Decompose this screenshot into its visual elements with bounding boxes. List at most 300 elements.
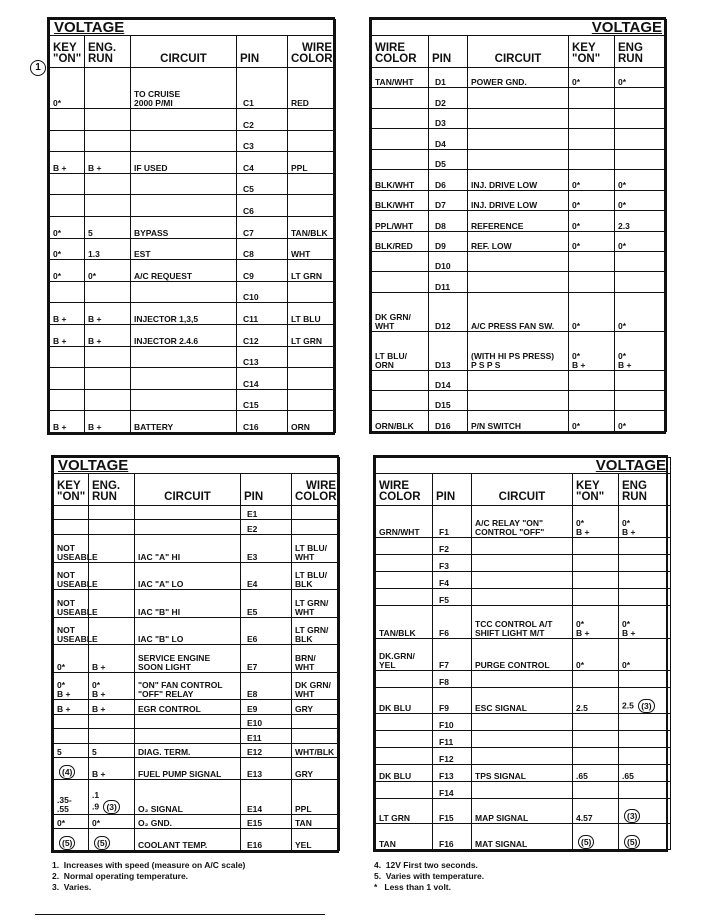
voltage-header-row [50,20,336,36]
table-row [372,390,667,410]
table-row [54,672,340,700]
cell-wire [372,251,429,271]
cell-wire [288,130,336,152]
table-row [50,389,336,411]
cell-key: NOT USEABLE [54,562,89,590]
cell-key [573,555,619,572]
cell-circuit: REF. LOW [468,231,569,251]
header-eng: ENG RUN [619,474,671,506]
cell-circuit: COOLANT TEMP. [135,829,241,851]
footnote: 5. Varies with temperature. [374,871,485,881]
table-row [50,281,336,303]
cell-pin: E15 [241,814,292,828]
cell-eng: 0* B + [619,506,671,538]
table-row [54,743,340,757]
cell-eng [619,798,671,824]
cell-pin: D4 [429,129,468,149]
cell-key: 5 [54,743,89,757]
header-circuit: CIRCUIT [468,36,569,68]
cell-eng: B + [85,411,131,433]
cell-key [569,149,615,169]
cell-wire: LT GRN [288,260,336,282]
cell-pin: D6 [429,170,468,190]
cell-wire [376,538,433,555]
cell-circuit [135,729,241,743]
cell-key: 0* B + [573,606,619,638]
cell-circuit: IAC "A" HI [135,534,241,562]
table-row [50,195,336,217]
table-row [376,798,671,824]
cell-wire [292,506,340,520]
cell-pin: C14 [237,368,288,390]
cell-eng [85,368,131,390]
cell-key [569,88,615,108]
cell-key: 0* [569,68,615,88]
cell-eng [619,781,671,798]
cell-circuit [468,129,569,149]
cell-circuit: POWER GND. [468,68,569,88]
cell-circuit [135,520,241,534]
table-row [372,211,667,231]
cell-circuit: INJ. DRIVE LOW [468,190,569,210]
cell-wire [376,730,433,747]
footnote: * Less than 1 volt. [374,882,451,892]
cell-circuit: P/N SWITCH [468,411,569,432]
header-eng: ENG RUN [615,36,667,68]
cell-key: NOT USEABLE [54,617,89,645]
cell-key [573,538,619,555]
cell-circuit: INJECTOR 2.4.6 [131,324,237,346]
table-row [50,260,336,282]
cell-wire: BRN/ WHT [292,645,340,673]
voltage-heading: VOLTAGE [54,458,340,474]
cell-pin: D15 [429,390,468,410]
table-row [50,411,336,433]
cell-pin: F8 [433,671,472,688]
table-row [372,411,667,432]
cell-eng: 0* [615,68,667,88]
table-row [376,747,671,764]
cell-wire: BLK/WHT [372,190,429,210]
table-row [50,109,336,131]
pinout-table [371,19,667,432]
cell-eng: 0* [85,260,131,282]
footnote: 2. Normal operating temperature. [52,871,189,881]
cell-key: B + [50,411,85,433]
cell-eng: B + [89,758,135,780]
header-circuit: CIRCUIT [472,474,573,506]
cell-pin: C10 [237,281,288,303]
cell-circuit [131,109,237,131]
cell-key [50,195,85,217]
cell-wire [288,173,336,195]
cell-pin: E7 [241,645,292,673]
cell-pin: C12 [237,324,288,346]
table-row [54,562,340,590]
cell-key [569,108,615,128]
cell-pin: C13 [237,346,288,368]
cell-key: .35- .55 [54,779,89,814]
table-row [50,346,336,368]
table-row [376,506,671,538]
table-row [54,829,340,851]
cell-circuit [135,506,241,520]
cell-eng [615,251,667,271]
cell-key [569,370,615,390]
cell-key: 0* [573,638,619,670]
cell-key: 0* [50,68,85,109]
cell-pin: E8 [241,672,292,700]
table-row [50,217,336,239]
cell-wire: TAN/BLK [376,606,433,638]
cell-wire [372,272,429,292]
cell-key [573,671,619,688]
header-key: KEY "ON" [54,474,89,506]
cell-key [54,506,89,520]
cell-circuit [472,671,573,688]
footnotes-right [374,860,484,893]
cell-eng [619,589,671,606]
footnote: 4. 12V First two seconds. [374,860,478,870]
cell-pin: D2 [429,88,468,108]
cell-circuit: EGR CONTROL [135,700,241,714]
table-row [376,606,671,638]
cell-key: 2.5 [573,688,619,714]
cell-pin: F3 [433,555,472,572]
cell-wire: TAN [376,824,433,850]
cell-key [573,572,619,589]
cell-eng [615,390,667,410]
cell-wire [372,129,429,149]
cell-wire [288,195,336,217]
cell-key [569,129,615,149]
table-row [376,538,671,555]
cell-circuit [468,272,569,292]
voltage-heading-cell [376,458,671,474]
cell-circuit: O₂ GND. [135,814,241,828]
cell-circuit: IAC "B" LO [135,617,241,645]
table-row [372,129,667,149]
cell-wire: LT GRN [288,324,336,346]
column-header-row [376,474,671,506]
header-key: KEY "ON" [50,36,85,68]
cell-circuit [472,713,573,730]
cell-pin: D1 [429,68,468,88]
cell-eng: 5 [85,217,131,239]
cell-wire: LT BLU/ ORN [372,331,429,370]
cell-pin: E1 [241,506,292,520]
cell-key: 0* B + [54,672,89,700]
cell-pin: C11 [237,303,288,325]
table-row [54,714,340,728]
table-row [376,764,671,781]
cell-circuit: "ON" FAN CONTROL "OFF" RELAY [135,672,241,700]
cell-wire [376,555,433,572]
cell-eng [89,729,135,743]
circled-note-ref-icon: (3) [624,809,640,823]
cell-eng [619,555,671,572]
cell-wire [288,281,336,303]
cell-pin: D10 [429,251,468,271]
voltage-header-row [376,458,671,474]
cell-pin: E5 [241,590,292,618]
cell-eng [619,538,671,555]
cell-circuit: BYPASS [131,217,237,239]
cell-wire: GRN/WHT [376,506,433,538]
cell-eng [89,520,135,534]
cell-circuit [472,730,573,747]
cell-wire [292,520,340,534]
header-circuit: CIRCUIT [131,36,237,68]
cell-circuit: MAP SIGNAL [472,798,573,824]
cell-circuit [468,108,569,128]
cell-wire: RED [288,68,336,109]
cell-circuit: REFERENCE [468,211,569,231]
table-row [372,370,667,390]
cell-key [573,824,619,850]
header-eng: ENG. RUN [85,36,131,68]
header-pin: PIN [429,36,468,68]
cell-wire: TAN/WHT [372,68,429,88]
cell-key: 0* B + [573,506,619,538]
cell-pin: E10 [241,714,292,728]
cell-eng [85,68,131,109]
cell-key: .65 [573,764,619,781]
table-row [376,781,671,798]
table-row [50,368,336,390]
cell-eng: 0* [615,292,667,331]
voltage-header-row [372,20,667,36]
cell-key: B + [54,700,89,714]
table-row [54,590,340,618]
cell-wire [376,713,433,730]
cell-key: 0* [54,645,89,673]
cell-eng: 0* B + [619,606,671,638]
cell-circuit [131,173,237,195]
cell-key [573,730,619,747]
cell-circuit: BATTERY [131,411,237,433]
cell-eng: B + [85,324,131,346]
cell-circuit [468,370,569,390]
cell-eng [615,272,667,292]
cell-pin: C8 [237,238,288,260]
cell-key [54,714,89,728]
cell-eng [615,88,667,108]
cell-pin: F14 [433,781,472,798]
cell-eng: 5 [89,743,135,757]
circled-note-ref-icon: (5) [578,835,594,849]
cell-pin: F11 [433,730,472,747]
cell-pin: E14 [241,779,292,814]
cell-wire [372,370,429,390]
column-header-row [50,36,336,68]
cell-pin: E9 [241,700,292,714]
header-wire: WIRE COLOR [292,474,340,506]
cell-pin: E16 [241,829,292,851]
cell-key: 0* [569,292,615,331]
table-row [54,617,340,645]
cell-key [573,747,619,764]
cell-circuit [468,251,569,271]
header-wire: WIRE COLOR [372,36,429,68]
footnotes-left [52,860,245,893]
cell-wire: DK BLU [376,688,433,714]
cell-circuit: A/C REQUEST [131,260,237,282]
table-row [372,292,667,331]
cell-pin: C9 [237,260,288,282]
cell-pin: F5 [433,589,472,606]
header-wire: WIRE COLOR [288,36,336,68]
table-row [372,251,667,271]
cell-pin: C5 [237,173,288,195]
connector-c-table [47,17,335,435]
cell-key [50,389,85,411]
cell-wire [372,108,429,128]
cell-wire: PPL [292,779,340,814]
cell-key: B + [50,324,85,346]
cell-eng [85,195,131,217]
cell-key [50,368,85,390]
voltage-header-row [54,458,340,474]
cell-eng [619,713,671,730]
voltage-heading: VOLTAGE [50,20,336,36]
pinout-table [375,457,671,850]
cell-pin: F1 [433,506,472,538]
cell-key [573,589,619,606]
cell-pin: E13 [241,758,292,780]
cell-key [573,713,619,730]
cell-wire: BLK/WHT [372,170,429,190]
cell-eng [615,108,667,128]
cell-wire: DK GRN/ WHT [372,292,429,331]
cell-circuit [468,390,569,410]
cell-pin: C7 [237,217,288,239]
cell-eng: 0* [615,170,667,190]
cell-circuit: SERVICE ENGINE SOON LIGHT [135,645,241,673]
voltage-heading-cell [372,20,667,36]
cell-key: 0* [569,190,615,210]
cell-eng [619,730,671,747]
cell-key: 0* [50,238,85,260]
cell-eng [89,506,135,520]
cell-eng: 0* [615,231,667,251]
cell-wire [372,149,429,169]
cell-pin: F7 [433,638,472,670]
cell-eng: 2.5 (3) [619,688,671,714]
cell-circuit: TCC CONTROL A/T SHIFT LIGHT M/T [472,606,573,638]
connector-e-table [51,455,339,853]
cell-pin: F2 [433,538,472,555]
cell-circuit [472,781,573,798]
cell-circuit [131,368,237,390]
cell-key [50,173,85,195]
cell-pin: F13 [433,764,472,781]
connector-d-table [369,17,666,434]
cell-wire: GRY [292,700,340,714]
cell-circuit: INJ. DRIVE LOW [468,170,569,190]
cell-key: 0* [50,260,85,282]
cell-key: 0* [569,170,615,190]
cell-pin: F12 [433,747,472,764]
cell-eng [85,130,131,152]
cell-circuit [472,572,573,589]
header-eng: ENG. RUN [89,474,135,506]
cell-circuit: EST [131,238,237,260]
cell-circuit [131,346,237,368]
cell-eng: 1.3 [85,238,131,260]
cell-pin: E6 [241,617,292,645]
cell-circuit [131,130,237,152]
cell-pin: F4 [433,572,472,589]
circled-note-ref-icon: (4) [59,765,75,779]
cell-key [50,346,85,368]
cell-pin: E4 [241,562,292,590]
table-row [54,779,340,814]
cell-eng: 0* B + [615,331,667,370]
cell-key [54,520,89,534]
header-pin: PIN [433,474,472,506]
table-row [372,88,667,108]
cell-key: 0* [54,814,89,828]
cell-key: NOT USEABLE [54,534,89,562]
cell-pin: C16 [237,411,288,433]
cell-pin: D13 [429,331,468,370]
table-row [50,152,336,174]
cell-wire: DK GRN/ WHT [292,672,340,700]
cell-eng [619,572,671,589]
table-row [376,824,671,850]
cell-wire [376,671,433,688]
cell-key: 4.57 [573,798,619,824]
cell-eng [619,824,671,850]
table-row [372,108,667,128]
cell-pin: C1 [237,68,288,109]
cell-wire: GRY [292,758,340,780]
cell-circuit [131,195,237,217]
cell-wire: TAN/BLK [288,217,336,239]
circled-note-ref-icon: (5) [59,836,75,850]
column-header-row [372,36,667,68]
cell-pin: C4 [237,152,288,174]
table-row [50,303,336,325]
cell-key [50,109,85,131]
circled-note-ref-icon: (5) [624,835,640,849]
cell-eng [619,671,671,688]
cell-wire: LT GRN/ BLK [292,617,340,645]
table-row [372,272,667,292]
table-row [376,713,671,730]
cell-wire: WHT [288,238,336,260]
table-row [50,173,336,195]
cell-wire: DK.GRN/ YEL [376,638,433,670]
cell-eng [615,129,667,149]
cell-eng: 0* [615,411,667,432]
table-row [372,149,667,169]
table-row [376,688,671,714]
cell-key: NOT USEABLE [54,590,89,618]
cell-pin: D5 [429,149,468,169]
table-row [54,729,340,743]
cell-circuit [468,88,569,108]
cell-eng [85,281,131,303]
cell-eng [85,346,131,368]
cell-pin: C3 [237,130,288,152]
cell-eng [619,747,671,764]
cell-wire: YEL [292,829,340,851]
table-row [372,68,667,88]
cell-eng: B + [89,645,135,673]
cell-wire: BLK/RED [372,231,429,251]
